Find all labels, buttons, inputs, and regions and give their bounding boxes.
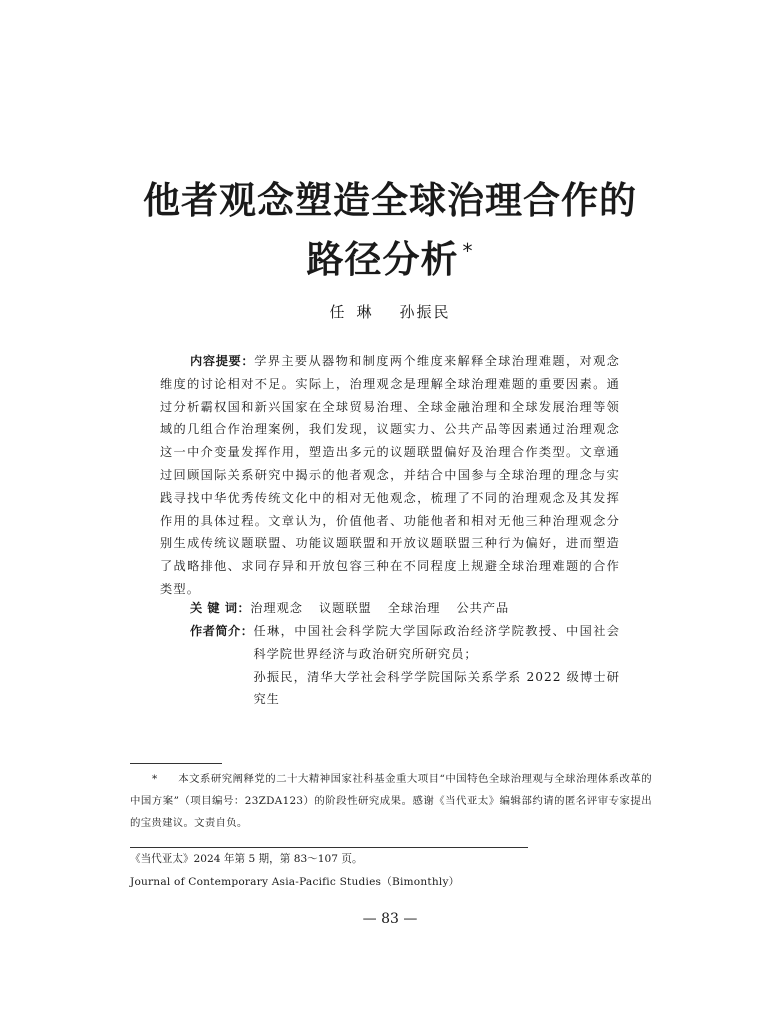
author-1-surname: 任 — [329, 303, 347, 321]
title-footnote-mark: * — [462, 239, 474, 263]
journal-divider — [130, 847, 528, 848]
author-bios-label: 作者简介： — [190, 624, 254, 638]
abstract — [160, 350, 620, 601]
author-2-name: 孙振民 — [399, 303, 451, 321]
article-title-line-1: 他者观念塑造全球治理合作的 — [143, 179, 637, 222]
author-line — [0, 302, 780, 322]
journal-citation-cn: 《当代亚太》2024 年第 5 期，第 83～107 页。 — [130, 853, 363, 865]
keywords-label: 关 键 词： — [190, 601, 251, 615]
keyword: 议题联盟 — [319, 601, 372, 615]
author-bio: 任琳，中国社会科学院大学国际政治经济学院教授、中国社会科学院世界经济与政治研究所研究员； — [253, 624, 620, 661]
author-1-given-name: 琳 — [356, 303, 374, 321]
footnote-divider — [130, 763, 222, 764]
footnote-mark: * — [152, 773, 158, 785]
keyword: 公共产品 — [456, 601, 510, 615]
keyword: 全球治理 — [387, 601, 441, 615]
keyword: 治理观念 — [250, 601, 303, 615]
abstract-text: 学界主要从器物和制度两个维度来解释全球治理难题，对观念维度的讨论相对不足。实际上，治理观念是理解全球治理难题的重要因素。通过分析霸权国和新兴国家在全球贸易治理、全球金融治理和全球发展治理等领域的几组合作治理案例，我们发现，议题实力、公共产品等因素通过治理观念这一中介变量发挥作用，塑造出多元的议题联盟偏好及治理合作类型。文章通过回顾国际关系研究中揭示的他者观念，并结合中国参与全球治理的理念与实践寻找中华优秀传统文化中的相对无他观念，梳理了不同的治理观念及其发挥作用的具体过程。文章认为，价值他者、功能他者和相对无他三种治理观念分别生成传统议题联盟、功能议题联盟和开放议题联盟三种行为偏好，进而塑造了战略排他、求同存异和开放包容三种在不同程度上规避全球治理难题的合作类型。 — [160, 354, 620, 596]
article-title-text: 路径分析 — [306, 238, 459, 281]
author-bios — [190, 620, 620, 711]
journal-citation-en: Journal of Contemporary Asia-Pacific Studies（Bimonthly） — [130, 876, 460, 888]
author-bio: 孙振民，清华大学社会科学学院国际关系学系 2022 级博士研究生 — [253, 669, 620, 707]
keywords — [190, 597, 620, 620]
page-number: — 83 — — [362, 911, 418, 927]
footnote — [130, 768, 652, 834]
article-title-line-2 — [0, 226, 780, 285]
footnote-text: 本文系研究阐释党的二十大精神国家社科基金重大项目“中国特色全球治理观与全球治理体系改革的中国方案”（项目编号：23ZDA123）的阶段性研究成果。感谢《当代亚太》编辑部约请的匿名评审专家提出的宝贵建议。文责自负。 — [130, 773, 652, 829]
abstract-label: 内容提要： — [190, 354, 255, 368]
